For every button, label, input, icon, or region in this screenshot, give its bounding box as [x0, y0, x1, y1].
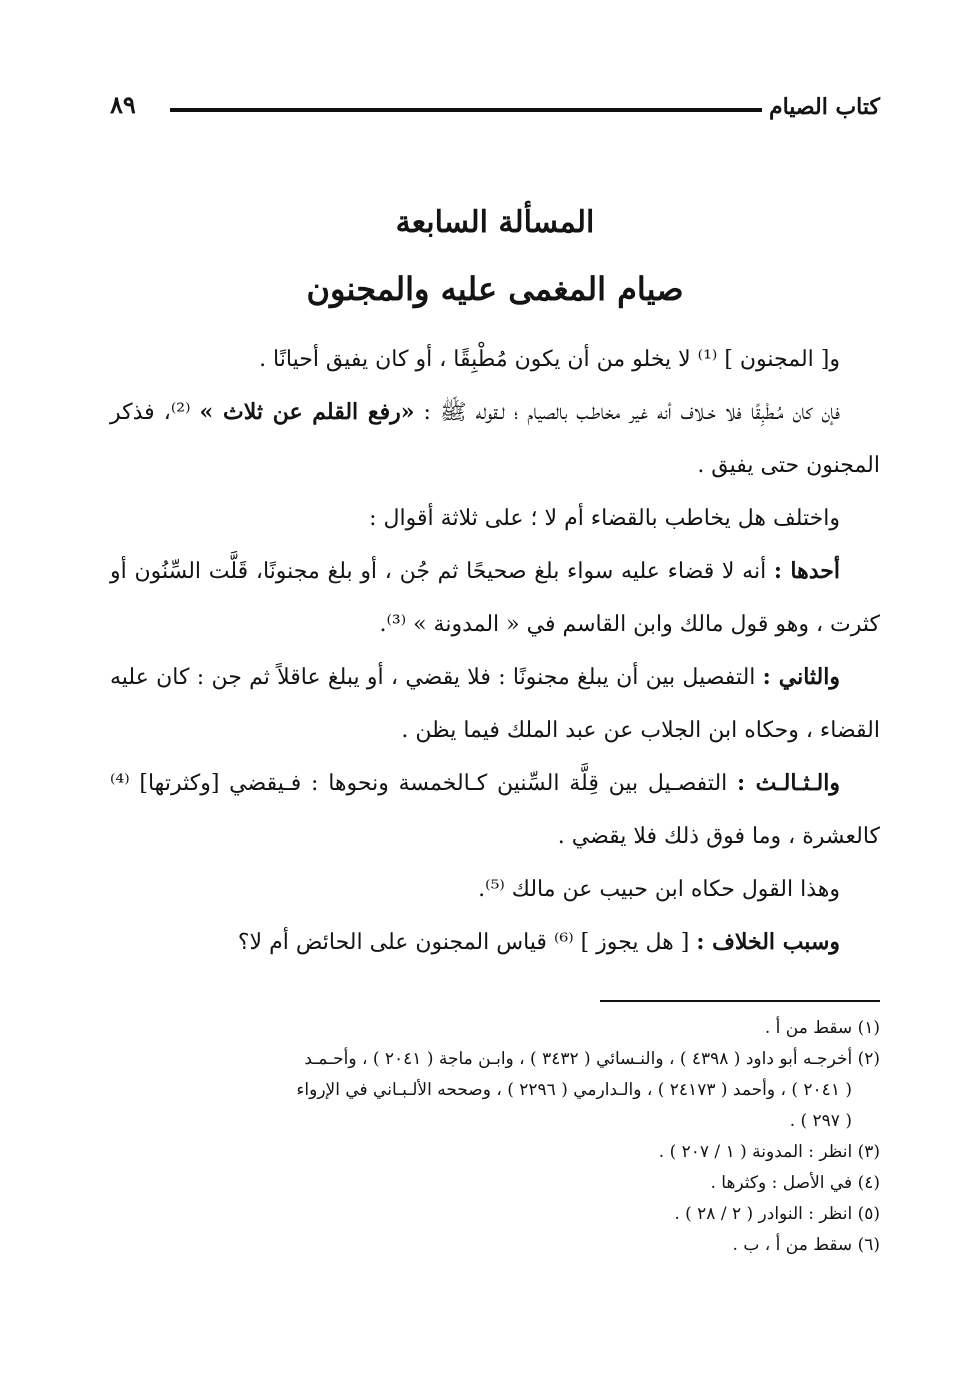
footnote-4: (٤) في الأصل : وكثرها .: [710, 1173, 880, 1193]
paragraph-2-tail: ⁽²⁾، فذكر المجنون حتى يفيق .: [110, 400, 880, 478]
running-title: كتاب الصيام: [768, 94, 880, 120]
opinion-text-3: التفصـيل بين قِلَّة السِّنين كـالخمسة ونحوها : فـيقضي [وكثرتها] ⁽⁴⁾ كالعشرة ، وما فوق ذلك فلا يقضي .: [110, 771, 880, 849]
page-header: [110, 88, 880, 128]
footnote-2: (٢) أخرجـه أبو داود ( ٤٣٩٨ ) ، والنـسائي ( ٣٤٣٢ ) ، وابـن ماجة ( ٢٠٤١ ) ، وأحـمـد: [304, 1049, 880, 1069]
footnote-6: (٦) سقط من أ ، ب .: [732, 1235, 880, 1255]
footnotes: [110, 1013, 880, 1261]
header-rule: [170, 108, 762, 112]
paragraph-2: [110, 386, 880, 492]
footnote-3: (٣) انظر : المدونة ( ١ / ٢٠٧ ) .: [658, 1142, 880, 1162]
paragraph-2-text: فإن كان مُـطْبِقًا فلا خـلاف أنه غير مخاطـب بالصيام ؛ لـقوله ﷺ :: [423, 400, 840, 425]
opinion-label-3: والـثـالـث :: [737, 770, 840, 796]
footnote-1: (١) سقط من أ .: [764, 1018, 880, 1038]
paragraph-4: [110, 545, 880, 651]
paragraph-3: واختلف هل يخاطب بالقضاء أم لا ؛ على ثلاثة أقوال :: [369, 506, 840, 531]
opinion-label-2: والثاني :: [762, 664, 840, 690]
hadith-quote: «رفع القلم عن ثلاث »: [199, 399, 415, 425]
opinion-text-2: التفصيل بين أن يبلغ مجنونًا : فلا يقضي ، أو يبلغ عاقلاً ثم جن : كان عليه القضاء ، وحكاه ابن الجلاب عن عبد الملك فيما يظن .: [110, 665, 880, 743]
paragraph-5: [110, 651, 880, 757]
section-heading: المسألة السابعة: [395, 205, 595, 240]
footnote-2-end: ( ٢٩٧ ) .: [789, 1111, 852, 1131]
page-number: ٨٩: [110, 90, 136, 119]
paragraph-7: وهذا القول حكاه ابن حبيب عن مالك ⁽⁵⁾.: [478, 877, 840, 902]
footnote-2-continued: ( ٢٠٤١ ) ، وأحمد ( ٢٤١٧٣ ) ، والـدارمي ( ٢٢٩٦ ) ، وصححه الألـبـاني في الإرواء: [296, 1080, 852, 1100]
cause-label: وسبب الخلاف :: [696, 929, 840, 955]
footnote-5: (٥) انظر : النوادر ( ٢ / ٢٨ ) .: [674, 1204, 880, 1224]
paragraph-1: و[ المجنون ] ⁽¹⁾ لا يخلو من أن يكون مُطْبِقًا ، أو كان يفيق أحيانًا .: [259, 347, 840, 372]
footnote-separator: [600, 1000, 880, 1002]
opinion-text-1: أنه لا قضاء عليه سواء بلغ صحيحًا ثم جُن ، أو بلغ مجنونًا، قَلَّت السِّنُون أو كثرت ، وهو قول مالك وابن القاسم في « المدونة » ⁽³⁾.: [110, 559, 880, 637]
paragraph-8: [110, 916, 880, 969]
cause-text: [ هل يجوز ] ⁽⁶⁾ قياس المجنون على الحائض أم لا؟: [237, 930, 697, 955]
section-subheading: صيام المغمى عليه والمجنون: [306, 270, 684, 308]
body-text: [110, 333, 880, 969]
opinion-label-1: أحدها :: [773, 558, 840, 584]
paragraph-6: [110, 757, 880, 863]
